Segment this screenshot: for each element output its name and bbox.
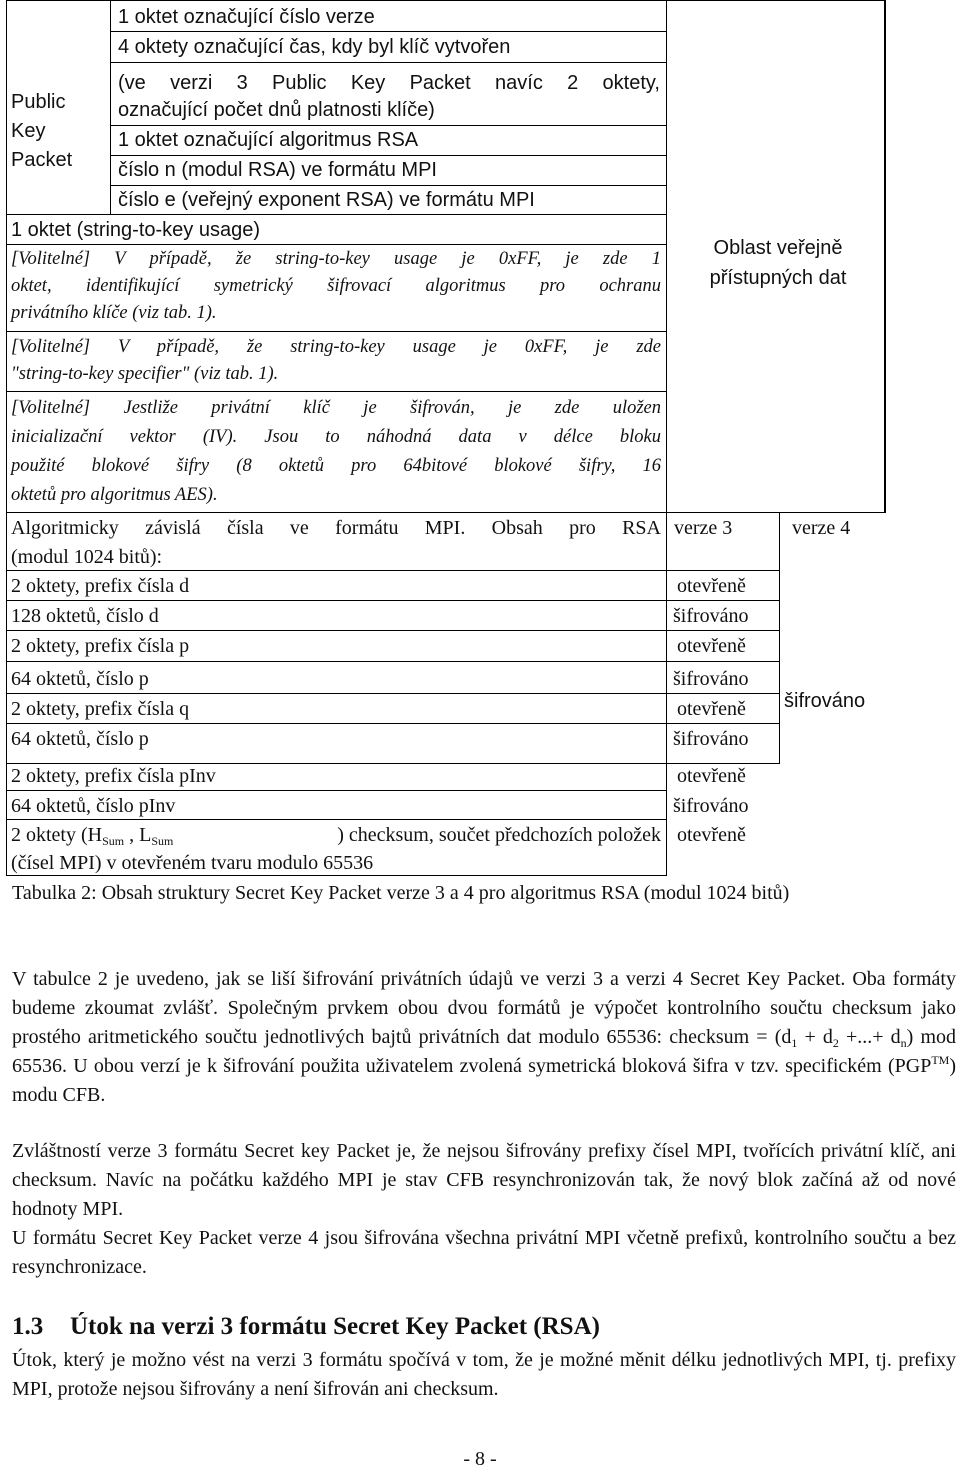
pk-row-v3-note-1: (ve verzi 3 Public Key Packet navíc 2 oktety,	[118, 72, 660, 94]
secret-key-packet-table	[6, 0, 886, 875]
usage-row: 1 oktet (string-to-key usage)	[11, 219, 260, 241]
pk-row-exponent: číslo e (veřejný exponent RSA) ve formátu MPI	[118, 189, 535, 211]
section-number: 1.3	[12, 1313, 44, 1340]
pk-row-time: 4 oktety označující čas, kdy byl klíč vytvořen	[118, 36, 511, 58]
mpi-row-v3: šifrováno	[673, 795, 749, 817]
text-line: [Volitelné] V případě, že string-to-key usage je 0xFF, je zde 1	[11, 249, 661, 269]
public-key-packet-label	[11, 88, 72, 175]
optional-iv-row	[11, 394, 661, 510]
label-line: Oblast veřejně	[713, 237, 843, 259]
row-line	[6, 391, 667, 392]
checksum-suffix: ) checksum, součet předchozích položek	[337, 824, 661, 846]
version4-header: verze 4	[792, 517, 851, 539]
table-caption: Tabulka 2: Obsah struktury Secret Key Packet verze 3 a 4 pro algoritmus RSA (modul 1024 bitů)	[12, 882, 790, 904]
optional-algorithm-row	[11, 246, 661, 327]
label-line: Key	[11, 120, 46, 142]
text-line: (modul 1024 bitů):	[11, 546, 163, 568]
mpi-row-label: 2 oktety, prefix čísla q	[11, 698, 190, 720]
row-line	[6, 512, 886, 513]
checksum-v3: otevřeně	[677, 824, 746, 846]
table-border-left	[6, 0, 7, 875]
row-line	[6, 790, 667, 791]
public-area-label	[672, 233, 884, 293]
section-heading	[12, 1313, 600, 1341]
mpi-row-v3: otevřeně	[677, 698, 746, 720]
paragraph-attack: Útok, který je možno vést na verzi 3 formátu spočívá v tom, že je možné měnit délku jednotlivých MPI, tj. prefixy MPI, protože nejsou šifrovány a není šifrován ani checksum.	[12, 1349, 956, 1400]
mpi-row-v3: otevřeně	[677, 765, 746, 787]
label-line: Packet	[11, 149, 73, 171]
mpi-row-label: 2 oktety, prefix čísla p	[11, 635, 190, 657]
paragraph-version4: U formátu Secret Key Packet verze 4 jsou šifrována všechna privátní MPI včetně prefixů, kontrolního součtu a bez resynchronizace.	[12, 1227, 956, 1278]
mpi-row-label: 128 oktetů, číslo d	[11, 605, 159, 627]
mpi-row-v3: šifrováno	[673, 728, 749, 750]
subscript: n	[900, 1036, 907, 1050]
row-line	[6, 244, 667, 245]
paragraph-version3: Zvláštností verze 3 formátu Secret key Packet je, že nejsou šifrovány prefixy čísel MPI, tvořících privátní klíč, ani checksum. Navíc na počátku každého MPI je stav CFB resynchronizován tak, že nový blok začíná až od nové hodnoty MPI.	[12, 1140, 956, 1220]
row-line	[6, 214, 667, 215]
superscript: TM	[931, 1053, 950, 1067]
text-line: Algoritmicky závislá čísla ve formátu MPI. Obsah pro RSA	[11, 517, 661, 539]
row-line	[110, 62, 667, 63]
version-column-divider	[666, 0, 667, 875]
subscript: 1	[791, 1036, 798, 1050]
checksum-mid: , L	[124, 824, 152, 846]
mpi-row-v3: otevřeně	[677, 635, 746, 657]
text-line: [Volitelné] Jestliže privátní klíč je šifrován, je zde uložen	[11, 398, 661, 418]
pk-row-algorithm: 1 oktet označující algoritmus RSA	[118, 129, 419, 151]
mpi-row-label: 64 oktetů, číslo p	[11, 728, 149, 750]
row-line	[6, 723, 780, 724]
checksum-row	[11, 821, 661, 877]
checksum-h	[11, 821, 173, 849]
algorithm-header	[11, 514, 661, 572]
version4-value: šifrováno	[784, 690, 866, 712]
text-line: oktet, identifikující symetrický šifrovací algoritmus pro ochranu	[11, 276, 661, 296]
text: +...+ d	[838, 1026, 901, 1048]
row-line	[6, 630, 780, 631]
pk-row-modulus: číslo n (modul RSA) ve formátu MPI	[118, 159, 437, 181]
pk-row-v3-note-2: označující počet dnů platnosti klíče)	[118, 99, 435, 121]
mpi-row-label: 64 oktetů, číslo pInv	[11, 795, 176, 817]
mpi-row-v3: otevřeně	[677, 575, 746, 597]
checksum-line-2: (čísel MPI) v otevřeném tvaru modulo 65536	[11, 852, 374, 874]
v3-v4-divider	[779, 512, 780, 764]
optional-specifier-row	[11, 334, 661, 388]
text: V tabulce 2 je uvedeno, jak se liší šifrování privátních údajů ve verzi 3 a verzi 4 Secret Key Packet. Oba formáty budeme zkoumat zvlášť. Společným prvkem obou dvou formátů je výpočet kontrolního součtu checksum jako prostého aritmetického součtu jednotlivých bajtů privátních dat modulo 65536: checksum = (d	[12, 968, 956, 1048]
text-line: inicializační vektor (IV). Jsou to náhodná data v délce bloku	[11, 427, 661, 447]
label-line: přístupných dat	[709, 267, 847, 289]
text-line: oktetů pro algoritmus AES).	[11, 485, 218, 505]
paragraph-checksum	[12, 965, 956, 1110]
label-line: Public	[11, 91, 66, 113]
text-line: použité blokové šifry (8 oktetů pro 64bitové blokové šifry, 16	[11, 456, 661, 476]
table-border-top	[6, 0, 886, 1]
subscript: 2	[832, 1036, 839, 1050]
row-line	[6, 600, 780, 601]
pk-row-version: 1 oktet označující číslo verze	[118, 6, 375, 28]
mpi-row-v3: šifrováno	[673, 668, 749, 690]
subscript: Sum	[102, 834, 125, 848]
row-line	[6, 693, 780, 694]
subscript: Sum	[151, 834, 174, 848]
text-line: "string-to-key specifier" (viz tab. 1).	[11, 364, 279, 384]
text: ) modu CFB.	[12, 1055, 956, 1106]
mpi-row-label: 64 oktetů, číslo p	[11, 668, 149, 690]
text: ) mod 65536. U obou verzí je k šifrování použita uživatelem zvolená symetrická bloková šifra v tzv. specifickém (PGP	[12, 1026, 957, 1077]
checksum-prefix: 2 oktety (H	[11, 824, 103, 846]
table-border-right	[884, 0, 886, 512]
row-line	[110, 31, 667, 32]
row-line	[6, 661, 780, 662]
mpi-row-label: 2 oktety, prefix čísla pInv	[11, 765, 216, 787]
text-line: [Volitelné] V případě, že string-to-key usage je 0xFF, je zde	[11, 337, 661, 357]
version3-header: verze 3	[674, 517, 733, 539]
checksum-line-1	[11, 821, 661, 849]
mpi-row-v3: šifrováno	[673, 605, 749, 627]
public-key-divider	[110, 0, 111, 214]
section-title: Útok na verzi 3 formátu Secret Key Packet (RSA)	[70, 1313, 600, 1340]
page-number: - 8 -	[463, 1448, 497, 1470]
text-line: privátního klíče (viz tab. 1).	[11, 303, 217, 323]
mpi-row-label: 2 oktety, prefix čísla d	[11, 575, 190, 597]
text: + d	[797, 1026, 833, 1048]
row-line	[6, 331, 667, 332]
